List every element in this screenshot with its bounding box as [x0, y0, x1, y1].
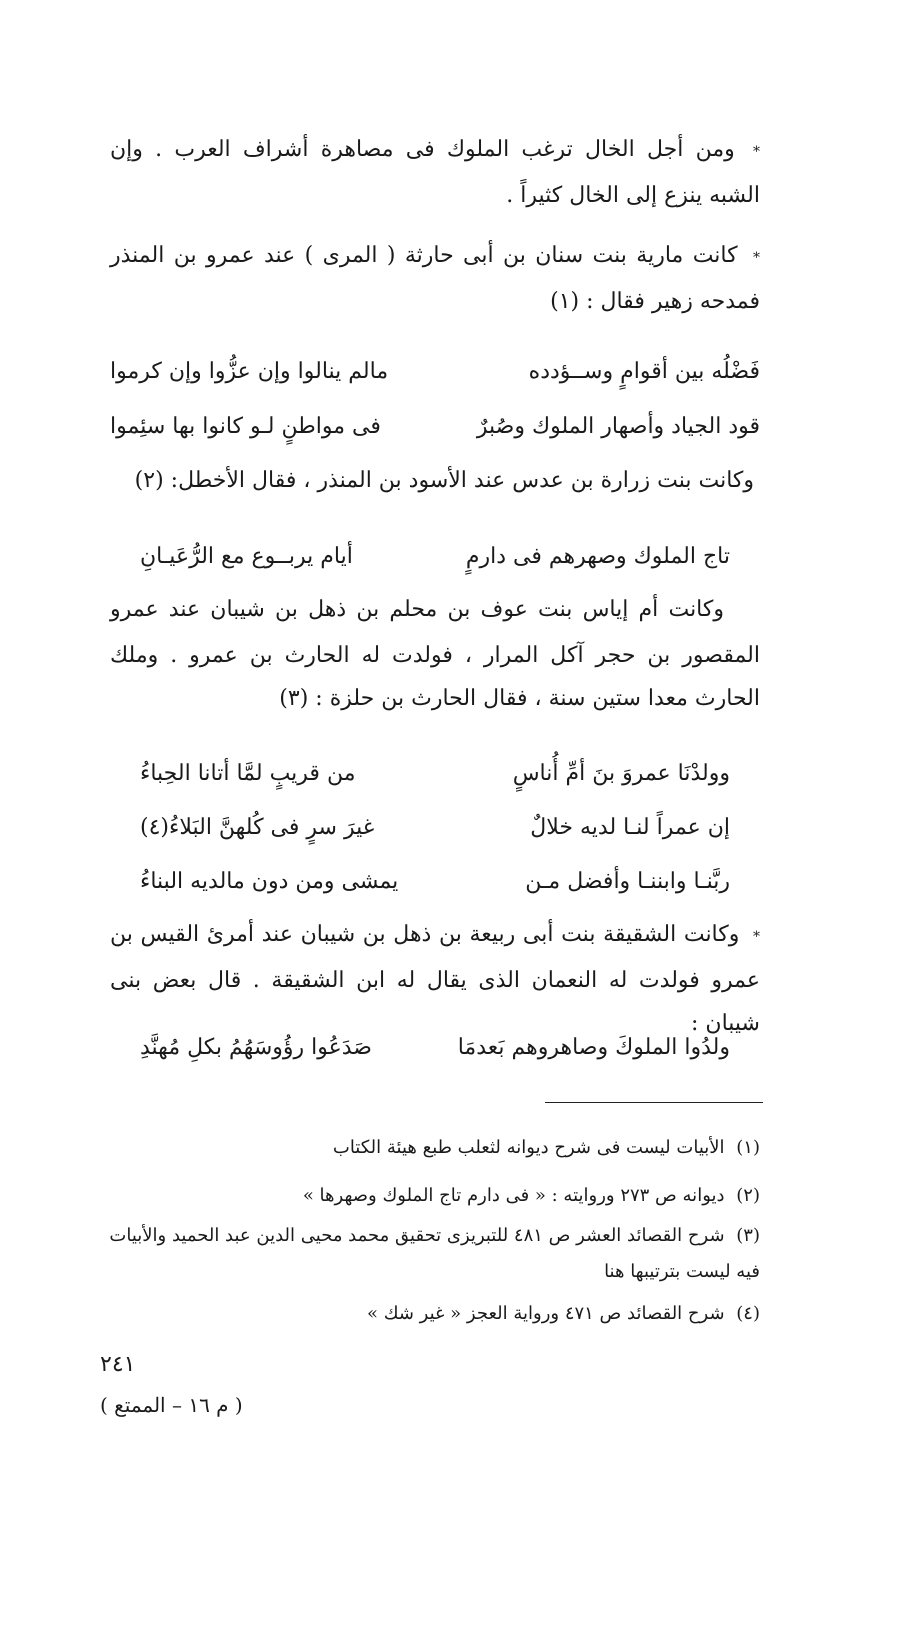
- page-number: ٢٤١: [100, 1352, 136, 1377]
- footnote-number: (٢): [736, 1185, 760, 1206]
- paragraph-1: [110, 128, 760, 217]
- verse-first-hemistich: قود الجياد وأصهار الملوك وصُبرٌ: [476, 414, 760, 439]
- verse-line: [110, 352, 760, 392]
- verse-first-hemistich: ولدُوا الملوكَ وصاهروهم بَعدمَا: [457, 1035, 730, 1060]
- verse-first-hemistich: إن عمراً لنـا لديه خلالٌ: [530, 815, 730, 840]
- paragraph-text: وكانت بنت زرارة بن عدس عند الأسود بن المنذر ، فقال الأخطل: (٢): [134, 468, 754, 493]
- verse-second-hemistich: أيام يربــوع مع الرُّعَيـانِ: [140, 544, 353, 569]
- paragraph-marker: *: [753, 144, 760, 160]
- verse-second-hemistich: صَدَعُوا رؤُوسَهُمُ بكلِ مُهنَّدِ: [140, 1035, 372, 1060]
- footnote-text: شرح القصائد ص ٤٧١ ورواية العجز « غير شك »: [366, 1303, 725, 1324]
- paragraph-3: [110, 459, 760, 505]
- paragraph-text: ومن أجل الخال ترغب الملوك فى مصاهرة أشراف العرب . وإن الشبه ينزع إلى الخال كثيراً .: [110, 137, 760, 208]
- footnote-number: (٣): [736, 1225, 760, 1246]
- verse-first-hemistich: وولدْنَا عمروَ بنَ أمِّ أُناسٍ: [512, 761, 730, 786]
- verse-second-hemistich: فى مواطنٍ لـو كانوا بها سئِموا: [110, 414, 381, 439]
- verse-line: [110, 808, 760, 848]
- verse-first-hemistich: ربَّنـا وابننـا وأفضل مـن: [525, 869, 730, 894]
- verse-line: [110, 537, 760, 577]
- paragraph-4: [110, 588, 760, 720]
- verse-second-hemistich: من قريبٍ لمَّا أتانا الحِباءُ: [140, 761, 356, 786]
- verse-first-hemistich: تاج الملوك وصهرهم فى دارمٍ: [465, 544, 730, 569]
- paragraph-5: [110, 913, 760, 1045]
- verse-line: [110, 754, 760, 794]
- footnote-text: شرح القصائد العشر ص ٤٨١ للتبريزى تحقيق محمد محيى الدين عبد الحميد والأبيات فيه ليست بترتيبها هنا: [109, 1225, 760, 1282]
- paragraph-text: وكانت أم إياس بنت عوف بن محلم بن ذهل بن شيبان عند عمرو المقصور بن حجر آكل المرار ، فولدت له الحارث بن عمرو . وملك الحارث معدا ستين سنة ، فقال الحارث بن حلزة : (٣): [110, 597, 760, 711]
- footnote: [100, 1218, 760, 1290]
- footnote: [100, 1296, 760, 1332]
- footnote: [100, 1130, 760, 1166]
- paragraph-2: [110, 234, 760, 323]
- verse-line: [110, 407, 760, 447]
- footnote-number: (٤): [736, 1303, 760, 1324]
- footnote: [100, 1178, 760, 1214]
- footnote-separator: [545, 1102, 763, 1103]
- paragraph-marker: *: [753, 250, 761, 266]
- verse-line: [110, 862, 760, 902]
- verse-second-hemistich: يمشى ومن دون مالديه البناءُ: [140, 869, 399, 894]
- footnote-number: (١): [736, 1137, 760, 1158]
- verse-second-hemistich: غيرَ سرٍ فى كُلهنَّ البَلاءُ(٤): [140, 815, 375, 840]
- verse-line: [110, 1028, 760, 1068]
- footnote-text: الأبيات ليست فى شرح ديوانه لثعلب طبع هيئة الكتاب: [332, 1137, 725, 1158]
- paragraph-marker: *: [753, 929, 761, 945]
- verse-first-hemistich: فَضْلُه بين أقوامٍ وســؤدده: [528, 359, 760, 384]
- paragraph-text: وكانت الشقيقة بنت أبى ربيعة بن ذهل بن شيبان عند أمرئ القيس بن عمرو فولدت له النعمان الذى يقال له ابن الشقيقة . قال بعض بنى شيبان :: [110, 922, 760, 1036]
- verse-second-hemistich: مالم ينالوا وإن عزُّوا وإن كرموا: [110, 359, 389, 384]
- paragraph-text: كانت مارية بنت سنان بن أبى حارثة ( المرى ) عند عمرو بن المنذر فمدحه زهير فقال : (١): [110, 243, 760, 314]
- footnote-text: ديوانه ص ٢٧٣ وروايته : « فى دارم تاج الملوك وصهرها »: [302, 1185, 725, 1206]
- signature-mark: ( م ١٦ – الممتع ): [100, 1393, 243, 1417]
